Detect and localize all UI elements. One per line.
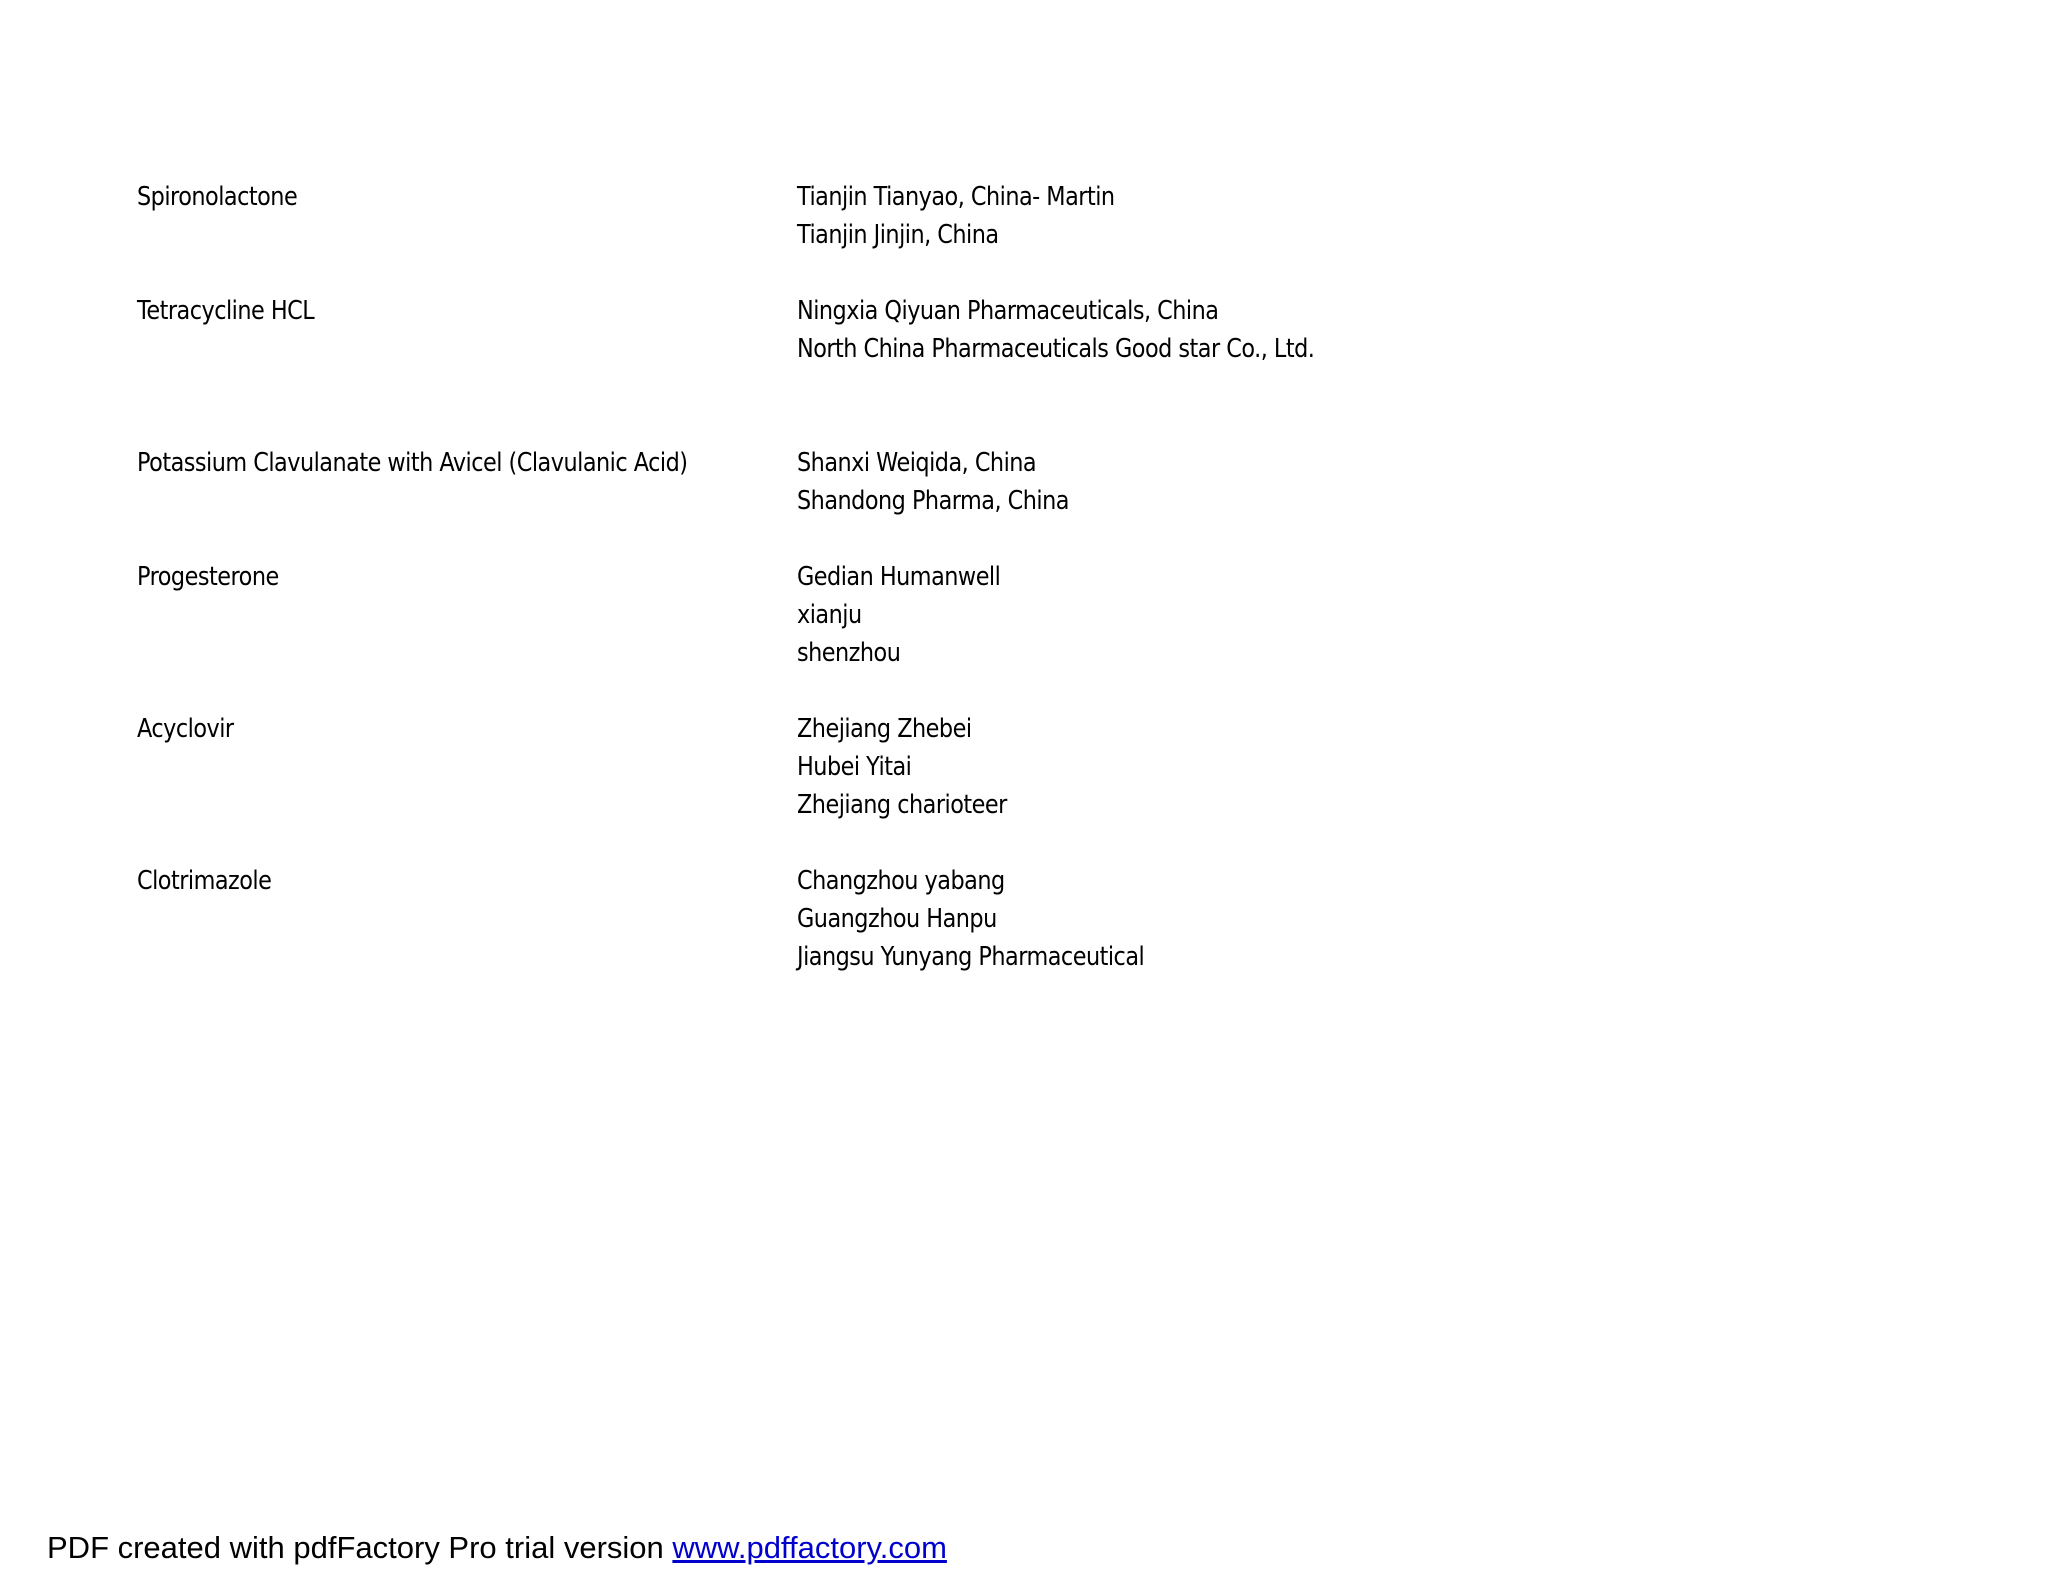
supplier-name: Zhejiang Zhebei bbox=[797, 714, 972, 744]
drug-supplier-list bbox=[137, 178, 1837, 1014]
entry-tetracycline-hcl bbox=[137, 292, 1837, 368]
supplier-name: Shanxi Weiqida, China bbox=[797, 448, 1037, 478]
entry-potassium-clavulanate bbox=[137, 444, 1837, 520]
supplier-list bbox=[797, 292, 1399, 368]
supplier-list bbox=[797, 710, 1041, 824]
entry-acyclovir bbox=[137, 710, 1837, 824]
pdf-watermark-footer bbox=[47, 1530, 947, 1566]
supplier-name: Tianjin Tianyao, China- Martin bbox=[797, 182, 1115, 212]
drug-name: Acyclovir bbox=[137, 714, 234, 744]
drug-name: Clotrimazole bbox=[137, 866, 272, 896]
drug-name: Progesterone bbox=[137, 562, 279, 592]
supplier-name: Shandong Pharma, China bbox=[797, 486, 1069, 516]
supplier-name: Gedian Humanwell bbox=[797, 562, 1001, 592]
supplier-name: shenzhou bbox=[797, 638, 901, 668]
supplier-name: Guangzhou Hanpu bbox=[797, 904, 997, 934]
entry-progesterone bbox=[137, 558, 1837, 672]
footer-text: PDF created with pdfFactory Pro trial version bbox=[47, 1530, 673, 1565]
drug-name: Spironolactone bbox=[137, 182, 298, 212]
supplier-name: Changzhou yabang bbox=[797, 866, 1005, 896]
supplier-list bbox=[797, 444, 1113, 520]
supplier-name: Zhejiang charioteer bbox=[797, 790, 1007, 820]
supplier-name: Tianjin Jinjin, China bbox=[797, 220, 999, 250]
supplier-name: Jiangsu Yunyang Pharmaceutical bbox=[797, 942, 1145, 972]
drug-name: Potassium Clavulanate with Avicel (Clavulanic Acid) bbox=[137, 448, 688, 478]
supplier-name: Hubei Yitai bbox=[797, 752, 912, 782]
pdffactory-link[interactable]: www.pdffactory.com bbox=[672, 1530, 947, 1565]
supplier-name: North China Pharmaceuticals Good star Co., Ltd. bbox=[797, 334, 1315, 364]
entry-clotrimazole bbox=[137, 862, 1837, 976]
drug-name: Tetracycline HCL bbox=[137, 296, 315, 326]
supplier-list bbox=[797, 558, 1033, 672]
supplier-name: Ningxia Qiyuan Pharmaceuticals, China bbox=[797, 296, 1219, 326]
entry-spironolactone bbox=[137, 178, 1837, 254]
supplier-list bbox=[797, 862, 1201, 976]
supplier-list bbox=[797, 178, 1166, 254]
supplier-name: xianju bbox=[797, 600, 862, 630]
